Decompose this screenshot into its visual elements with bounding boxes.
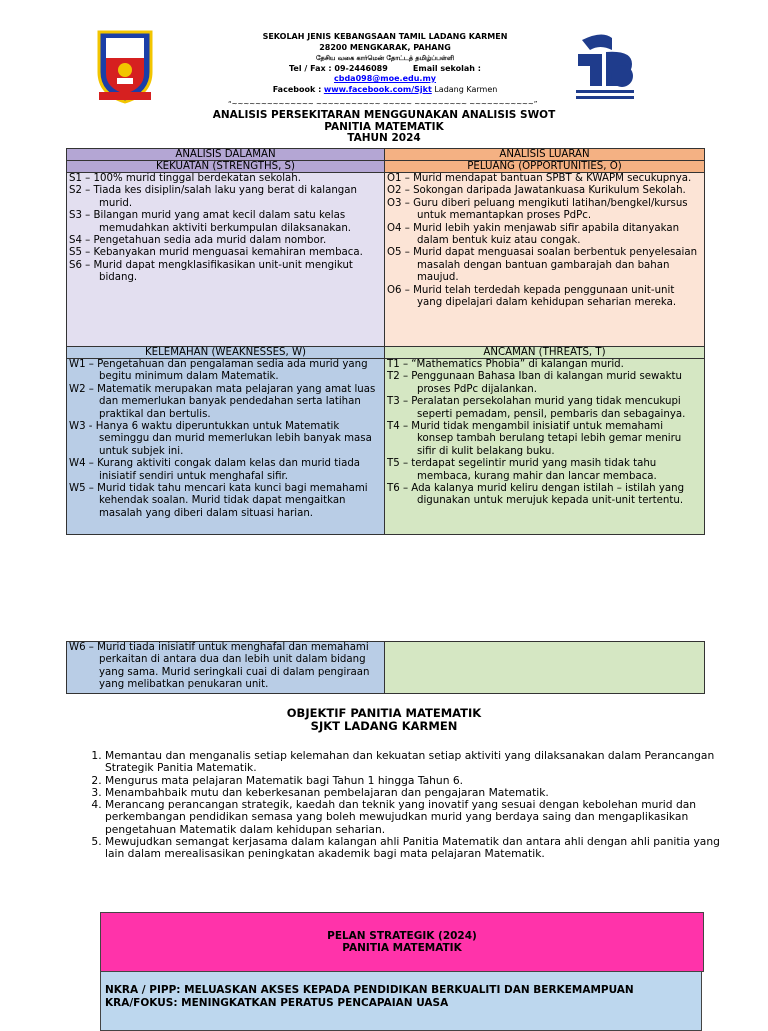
weakness-item: W6 – Murid tiada inisiatif untuk menghafal dan memahami perkaitan di antara dua dan lebih unit dalam bidang yang sama. Murid seringkali cuai di dalam pengiraan yang melibatkan penukaran unit. — [69, 642, 370, 691]
opportunity-item: O3 – Guru diberi peluang mengikuti latihan/bengkel/kursus untuk memantapkan proses PdPc. — [387, 197, 688, 222]
strategic-plan-header — [100, 912, 704, 972]
facebook-suffix: Ladang Karmen — [431, 84, 498, 94]
objective-item: 3. Menambahbaik mutu dan keberkesanan pembelajaran dan pengajaran Matematik. — [105, 787, 725, 799]
email-link[interactable]: cbda098@moe.edu.my — [333, 74, 437, 83]
strength-item: S6 – Murid dapat mengklasifikasikan unit-unit mengikut bidang. — [69, 259, 353, 284]
strength-item: S5 – Kebanyakan murid menguasai kemahiran membaca. — [69, 247, 363, 259]
opportunity-item: O1 – Murid mendapat bantuan SPBT & KWAPM secukupnya. — [387, 173, 692, 184]
swot-table — [66, 148, 705, 535]
title-line-3: TAHUN 2024 — [347, 132, 421, 144]
header-ornament: “~~~~~~~~~~~~~~ ~~~~~~~~~~~ ~~~~~ ~~~~~~~~~ ~~~~~~~~~~~” — [228, 100, 538, 108]
threats-header: ANCAMAN (THREATS, T) — [385, 347, 705, 359]
objective-item: 1. Memantau dan menganalis setiap kelemahan dan kekuatan setiap aktiviti yang dilaksanakan dalam Perancangan Strategik Panitia Matematik. — [105, 750, 725, 775]
tel-fax: Tel / Fax : 09-2446089 — [289, 63, 388, 73]
strength-item: S4 – Pengetahuan sedia ada murid dalam nombor. — [69, 235, 327, 247]
school-name-tamil: தேசிய வகை கார்மென் தோட்டத் தமிழ்ப்பள்ளி — [315, 54, 455, 62]
threat-item: T2 – Penggunaan Bahasa Iban di kalangan murid sewaktu proses PdPc dijalankan. — [387, 371, 682, 395]
strength-item: S1 – 100% murid tinggal berdekatan sekolah. — [69, 173, 301, 184]
weaknesses-cell — [67, 359, 385, 535]
school-address: 28200 MENGKARAK, PAHANG — [319, 42, 451, 52]
objectives-title-line-2: SJKT LADANG KARMEN — [310, 719, 458, 733]
opportunity-item: O2 – Sokongan daripada Jawatankuasa Kurikulum Sekolah. — [387, 185, 686, 197]
objective-item: 5. Mewujudkan semangat kerjasama dalam kalangan ahli Panitia Matematik dan antara ahli dengan ahli panitia yang lain dalam merealisasikan peningkatan akademik bagi mata pelajaran Matematik. — [105, 836, 725, 861]
document-title — [100, 110, 668, 145]
weaknesses-header: KELEMAHAN (WEAKNESSES, W) — [67, 347, 385, 359]
strength-item: S2 – Tiada kes disiplin/salah laku yang berat di kalangan murid. — [69, 185, 357, 209]
strength-item: S3 – Bilangan murid yang amat kecil dalam satu kelas memudahkan aktiviti berkumpulan dilaksanakan. — [69, 210, 352, 234]
title-line-2: PANITIA MATEMATIK — [324, 120, 444, 133]
opportunity-item: O6 – Murid telah terdedah kepada penggunaan unit-unit yang dipelajari dalam kehidupan seharian mereka. — [387, 284, 677, 309]
opportunities-header: PELUANG (OPPORTUNITIES, O) — [385, 161, 705, 173]
plan-title-line-1: PELAN STRATEGIK (2024) — [327, 930, 477, 942]
school-name: SEKOLAH JENIS KEBANGSAAN TAMIL LADANG KARMEN — [262, 32, 508, 41]
threats-cell-continued — [385, 642, 705, 694]
objectives-title — [100, 707, 668, 733]
threat-item: T5 – terdapat segelintir murid yang masih tidak tahu membaca, kurang mahir dan lancar membaca. — [387, 458, 657, 482]
objectives-title-line-1: OBJEKTIF PANITIA MATEMATIK — [286, 706, 482, 720]
threat-item: T4 – Murid tidak mengambil inisiatif untuk memahami konsep tambah berulang tetapi lebih gemar meniru sifir di kulit belakang buku. — [387, 421, 682, 457]
ministry-logo — [572, 30, 638, 104]
weakness-item: W5 – Murid tidak tahu mencari kata kunci bagi memahami kehendak soalan. Murid tidak dapat mengaitkan masalah yang diberi dalam situasi harian. — [69, 483, 368, 519]
nkra-box — [100, 971, 702, 1031]
internal-analysis-header: ANALISIS DALAMAN — [67, 149, 385, 161]
threats-cell — [385, 359, 705, 535]
email-label: Email sekolah : — [412, 63, 481, 73]
weakness-item: W4 – Kurang aktiviti congak dalam kelas dan murid tiada inisiatif sendiri untuk menghafal sifir. — [69, 458, 361, 482]
objectives-list — [85, 750, 725, 861]
opportunity-item: O5 – Murid dapat menguasai soalan berbentuk penyelesaian masalah dengan bantuan gambarajah dan bahan maujud. — [387, 247, 698, 284]
swot-table-continued — [66, 641, 705, 694]
facebook-link[interactable]: www.facebook.com/Sjkt — [323, 84, 432, 94]
opportunities-cell — [385, 173, 705, 347]
contact-line — [230, 64, 540, 75]
objective-item: 4. Merancang perancangan strategik, kaedah dan teknik yang inovatif yang sesuai dengan kebolehan murid dan perkembangan pendidikan semasa yang boleh mewujudkan murid yang berdaya saing dan mengaplikasikan pengetahuan Matematik dalam kehidupan seharian. — [105, 799, 725, 836]
plan-title-line-2: PANITIA MATEMATIK — [342, 942, 462, 954]
threat-item: T6 – Ada kalanya murid keliru dengan istilah – istilah yang digunakan untuk merujuk kepada unit-unit tertentu. — [387, 483, 685, 507]
strengths-cell — [67, 173, 385, 347]
facebook-label: Facebook : — [272, 84, 322, 94]
kra-line: KRA/FOKUS: MENINGKATKAN PERATUS PENCAPAIAN UASA — [105, 997, 449, 1009]
weaknesses-cell-continued — [67, 642, 385, 694]
opportunity-item: O4 – Murid lebih yakin menjawab sifir apabila ditanyakan dalam bentuk kuiz atau congak. — [387, 222, 680, 247]
nkra-line: NKRA / PIPP: MELUASKAN AKSES KEPADA PENDIDIKAN BERKUALITI DAN BERKEMAMPUAN — [105, 984, 634, 996]
weakness-item: W3 - Hanya 6 waktu diperuntukkan untuk Matematik seminggu dan murid memerlukan lebih banyak masa untuk subjek ini. — [69, 421, 372, 457]
weakness-item: W2 – Matematik merupakan mata pelajaran yang amat luas dan memerlukan banyak pendedahan serta latihan praktikal dan bertulis. — [69, 383, 376, 420]
strengths-header: KEKUATAN (STRENGTHS, S) — [67, 161, 385, 173]
objective-item: 2. Mengurus mata pelajaran Matematik bagi Tahun 1 hingga Tahun 6. — [105, 775, 725, 787]
school-header — [230, 32, 540, 95]
external-analysis-header: ANALISIS LUARAN — [385, 149, 705, 161]
threat-item: T3 – Peralatan persekolahan murid yang tidak mencukupi seperti pemadam, pensil, pembaris dan sebagainya. — [387, 396, 686, 420]
title-line-1: ANALISIS PERSEKITARAN MENGGUNAKAN ANALISIS SWOT — [212, 109, 556, 121]
school-crest-logo — [93, 28, 157, 104]
weakness-item: W1 – Pengetahuan dan pengalaman sedia ada murid yang begitu minimum dalam Matematik. — [69, 359, 368, 383]
threat-item: T1 – “Mathematics Phobia” di kalangan murid. — [387, 359, 624, 370]
